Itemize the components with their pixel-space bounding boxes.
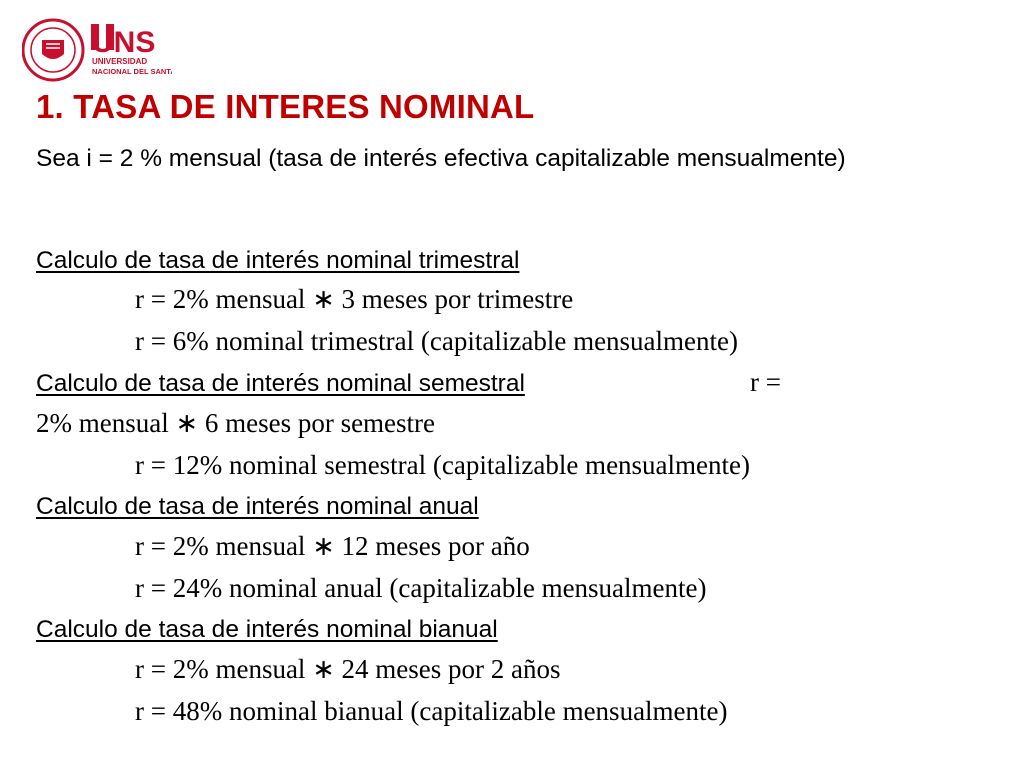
equation-semestral-1: 2% mensual ∗ 6 meses por semestre bbox=[36, 408, 436, 438]
logo-acronym: UNS bbox=[92, 26, 156, 59]
heading-bianual: Calculo de tasa de interés nominal bianual bbox=[36, 616, 498, 643]
slide-title: 1. TASA DE INTERES NOMINAL bbox=[36, 88, 535, 125]
equation-trimestral-1: r = 2% mensual ∗ 3 meses por trimestre bbox=[135, 284, 574, 314]
intro-text: Sea i = 2 % mensual (tasa de interés efectiva capitalizable mensualmente) bbox=[36, 145, 846, 172]
heading-semestral: Calculo de tasa de interés nominal semestral bbox=[36, 370, 525, 397]
equation-semestral-tail: r = bbox=[750, 367, 781, 397]
heading-trimestral: Calculo de tasa de interés nominal trimestral bbox=[36, 247, 520, 274]
logo-line1: UNIVERSIDAD bbox=[92, 57, 148, 66]
equation-bianual-1: r = 2% mensual ∗ 24 meses por 2 años bbox=[135, 654, 561, 684]
equation-trimestral-2: r = 6% nominal trimestral (capitalizable mensualmente) bbox=[135, 326, 739, 356]
equation-anual-1: r = 2% mensual ∗ 12 meses por año bbox=[135, 531, 530, 561]
equation-semestral-2: r = 12% nominal semestral (capitalizable mensualmente) bbox=[135, 450, 751, 480]
logo-line2: NACIONAL DEL SANTA bbox=[92, 67, 172, 76]
equation-bianual-2: r = 48% nominal bianual (capitalizable mensualmente) bbox=[135, 696, 728, 726]
heading-anual: Calculo de tasa de interés nominal anual bbox=[36, 493, 479, 520]
equation-anual-2: r = 24% nominal anual (capitalizable mensualmente) bbox=[135, 573, 707, 603]
uns-logo bbox=[22, 14, 172, 86]
